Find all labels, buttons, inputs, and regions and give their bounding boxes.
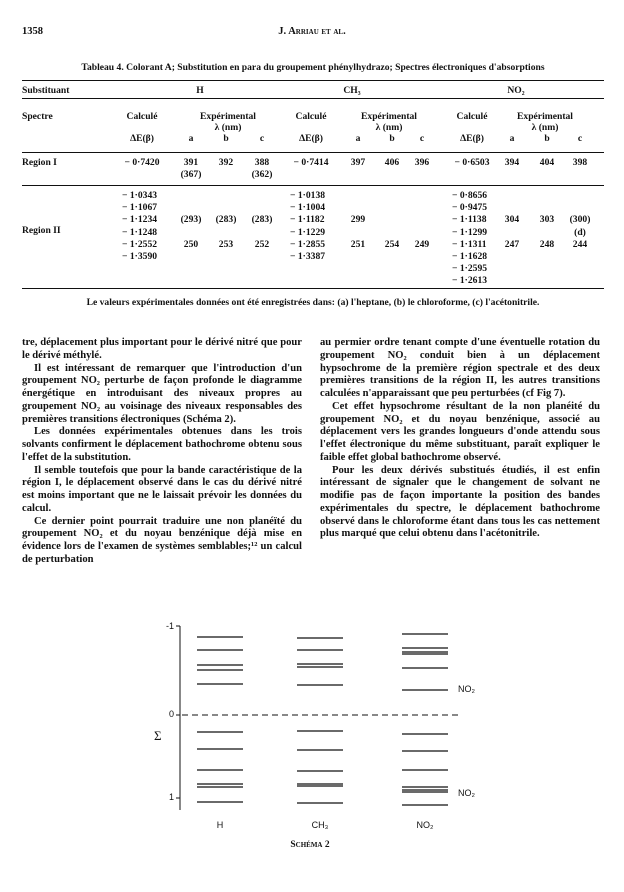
table-cell: − 1·0343 − 1·1067 − 1·1234 − 1·1248 − 1·2552 − 1·3590 bbox=[122, 190, 158, 263]
table-rule-top bbox=[22, 80, 604, 81]
no2-c-header: c bbox=[577, 133, 583, 144]
table-cell: − 0·8656 − 0·9475 − 1·1138 − 1·1299 − 1·1311 − 1·1628 − 1·2595 − 1·2613 bbox=[452, 190, 488, 287]
table-cell: 391 (367) bbox=[180, 157, 202, 181]
table-cell: − 0·6503 bbox=[454, 157, 490, 168]
axis-tick-label-zero: 0 bbox=[169, 709, 175, 719]
h-b-header: b bbox=[223, 133, 229, 144]
table-cell: 397 bbox=[350, 157, 366, 168]
table-cell: − 0·7414 bbox=[293, 157, 329, 168]
table-cell: 249 bbox=[414, 238, 430, 250]
paragraph: Il est intéressant de remarquer que l'introduction d'un groupement NO₂ perturbe de façon profonde le diagramme énergétique en introduisant des niveaux propres au groupement NO₂ au voisinage des niveaux responsables des premières transitions électroniques (Schéma 2). bbox=[22, 362, 302, 425]
table-cell: 304 247 bbox=[504, 214, 520, 250]
no2-lambda-header: λ (nm) bbox=[531, 122, 559, 133]
paragraph: Pour les deux dérivés substitués étudiés, il est enfin intéressant de signaler que le changement de solvant ne modifie pas de façon importante la position des bandes expérimentales du spectre, le déplacement bathochrome observé dans le chloroforme étant dans tous les cas nettement plus marqué que celui obtenu dans l'acétonitrile. bbox=[320, 464, 600, 540]
scheme-caption: Schéma 2 bbox=[290, 840, 330, 850]
page-number: 1358 bbox=[22, 26, 43, 37]
ch3-c-header: c bbox=[419, 133, 425, 144]
h-exp-header: Expérimental bbox=[200, 111, 256, 122]
table-footnote: Le valeurs expérimentales données ont été enregistrées dans: (a) l'heptane, (b) le chloroforme, (c) l'acétonitrile. bbox=[86, 297, 540, 308]
no2-levels bbox=[402, 634, 448, 805]
axis-tick-label-bottom: 1 bbox=[169, 792, 175, 802]
table-cell: 392 bbox=[218, 157, 234, 168]
table-cell: − 0·7420 bbox=[124, 157, 160, 168]
region-1-label: Region I bbox=[22, 157, 57, 168]
energy-level-diagram bbox=[0, 610, 624, 870]
paragraph: au permier ordre tenant compte d'une éventuelle rotation du groupement NO₂ conduit bien à un déplacement hypsochrome de la première région spectrale et des deux premières transitions de la région II, les autres transitions calculées n'apparaissant que peu perturbées (cf Fig 7). bbox=[320, 337, 600, 399]
ch3-a-header: a bbox=[355, 133, 361, 144]
column-label-ch3: CH₃ bbox=[311, 820, 329, 830]
header-substituant: Substituant bbox=[22, 85, 70, 96]
h-calc-header: Calculé bbox=[126, 111, 158, 122]
paragraph: Cet effet hypsochrome résultant de la non planéité du groupement NO₂ et du noyau benzénique, associé au déplacement vers les grandes longueurs d'onde attendu sous l'effet électronique du même substituant, paraît expliquer le faible effet global bathochrome observé. bbox=[320, 400, 600, 463]
table-rule-bottom bbox=[22, 288, 604, 289]
text-column-right bbox=[320, 337, 600, 541]
ch3-exp-header: Expérimental bbox=[361, 111, 417, 122]
no2-delta-header: ΔE(β) bbox=[460, 133, 484, 144]
table-cell: 388 (362) bbox=[251, 157, 273, 181]
no2-level-label: NO₂ bbox=[458, 788, 475, 798]
table-cell: − 1·0138 − 1·1004 − 1·1182 − 1·1229 − 1·2855 − 1·3387 bbox=[290, 190, 326, 263]
table-cell: (283) 252 bbox=[251, 214, 273, 250]
h-levels bbox=[197, 637, 243, 802]
axis-tick-label-top: -1 bbox=[166, 621, 175, 631]
h-lambda-header: λ (nm) bbox=[214, 122, 242, 133]
ch3-delta-header: ΔE(β) bbox=[299, 133, 323, 144]
table-caption: Tableau 4. Colorant A; Substitution en para du groupement phénylhydrazo; Spectres électroniques d'absorptions bbox=[81, 62, 545, 73]
table-rule-region1 bbox=[22, 185, 604, 186]
axis-sigma-label: Σ bbox=[154, 728, 162, 743]
h-c-header: c bbox=[259, 133, 265, 144]
table-rule-subheader bbox=[22, 152, 604, 153]
paragraph: Ce dernier point pourrait traduire une non planéïté du groupement NO₂ et du noyau benzénique déjà mise en évidence lors de l'examen de systèmes semblables;¹² un calcul de perturbation bbox=[22, 515, 302, 565]
table-cell: (293) 250 bbox=[180, 214, 202, 250]
no2-b-header: b bbox=[544, 133, 550, 144]
ch3-b-header: b bbox=[389, 133, 395, 144]
ch3-lambda-header: λ (nm) bbox=[375, 122, 403, 133]
table-cell: 299 251 bbox=[350, 214, 366, 250]
header-spectre: Spectre bbox=[22, 111, 53, 122]
group-no2: NO₂ bbox=[507, 85, 525, 96]
group-h: H bbox=[196, 85, 204, 96]
column-label-h: H bbox=[216, 820, 224, 830]
no2-calc-header: Calculé bbox=[456, 111, 488, 122]
running-head: J. Arriau et al. bbox=[278, 26, 346, 37]
no2-a-header: a bbox=[509, 133, 515, 144]
table-rule-header bbox=[22, 98, 604, 99]
no2-level-label: NO₂ bbox=[458, 684, 475, 694]
region-2-label: Region II bbox=[22, 225, 61, 236]
table-cell: 396 bbox=[414, 157, 430, 168]
table-cell: 254 bbox=[384, 238, 400, 250]
table-cell: (300) (d) 244 bbox=[569, 214, 591, 250]
column-label-no2: NO₂ bbox=[416, 820, 434, 830]
h-a-header: a bbox=[188, 133, 194, 144]
ch3-calc-header: Calculé bbox=[295, 111, 327, 122]
h-delta-header: ΔE(β) bbox=[130, 133, 154, 144]
ch3-levels bbox=[297, 638, 343, 803]
no2-exp-header: Expérimental bbox=[517, 111, 573, 122]
paragraph: tre, déplacement plus important pour le dérivé nitré que pour le dérivé méthylé. bbox=[22, 337, 302, 361]
group-ch3: CH₃ bbox=[343, 85, 361, 96]
paragraph: Il semble toutefois que pour la bande caractéristique de la région I, le déplacement observé dans le cas du dérivé nitré est moins important que ne le laissait prévoir les données du calcul. bbox=[22, 464, 302, 514]
text-column-left bbox=[22, 337, 302, 567]
table-cell: 394 bbox=[504, 157, 520, 168]
table-cell: 303 248 bbox=[539, 214, 555, 250]
table-cell: 398 bbox=[572, 157, 588, 168]
table-cell: 404 bbox=[539, 157, 555, 168]
table-cell: 406 bbox=[384, 157, 400, 168]
paragraph: Les données expérimentales obtenues dans les trois solvants confirment le déplacement bathochrome obtenu sous l'effet de la substitution. bbox=[22, 426, 302, 463]
table-cell: (283) 253 bbox=[215, 214, 237, 250]
